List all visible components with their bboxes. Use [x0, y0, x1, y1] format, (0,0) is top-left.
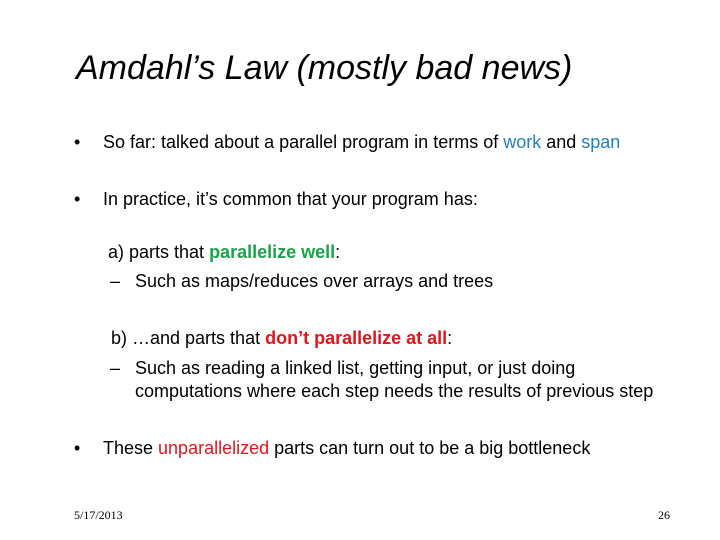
item-a-highlight: parallelize well: [209, 242, 336, 262]
bullet-text: In practice, it’s common that your program has:: [103, 189, 478, 209]
term-span: span: [581, 132, 621, 152]
item-b-highlight: don’t parallelize at all: [265, 328, 448, 348]
item-b-label: b) …and parts that: [111, 328, 266, 348]
item-b-detail-line2: computations where each step needs the results of previous step: [135, 381, 654, 401]
bullet-in-practice: [74, 188, 478, 210]
item-a-colon: :: [335, 242, 341, 262]
slide-title: Amdahl’s Law (mostly bad news): [76, 49, 573, 87]
item-b-heading: [111, 327, 452, 349]
bullet-bottleneck: [74, 437, 590, 459]
bullet-text-rest: parts can turn out to be a big bottleneck: [269, 438, 591, 458]
bullet-text: These: [103, 438, 159, 458]
bullet-marker: •: [74, 132, 81, 152]
term-unparallelized: unparallelized: [158, 438, 270, 458]
item-b-colon: :: [447, 328, 453, 348]
term-work: work: [503, 132, 542, 152]
dash-marker: –: [110, 358, 121, 378]
item-a-detail: Such as maps/reduces over arrays and trees: [135, 271, 494, 291]
footer-date: 5/17/2013: [74, 508, 123, 522]
footer-page-number: 26: [658, 508, 670, 522]
bullet-marker: •: [74, 438, 81, 458]
item-b-detail-line1: Such as reading a linked list, getting input, or just doing: [135, 358, 576, 378]
dash-marker: –: [110, 271, 121, 291]
item-a-label: a) parts that: [108, 242, 210, 262]
bullet-text: So far: talked about a parallel program in terms of: [103, 132, 504, 152]
bullet-work-span: [74, 131, 620, 153]
item-a-heading: [108, 241, 340, 263]
bullet-marker: •: [74, 189, 81, 209]
bullet-text-and: and: [541, 132, 582, 152]
